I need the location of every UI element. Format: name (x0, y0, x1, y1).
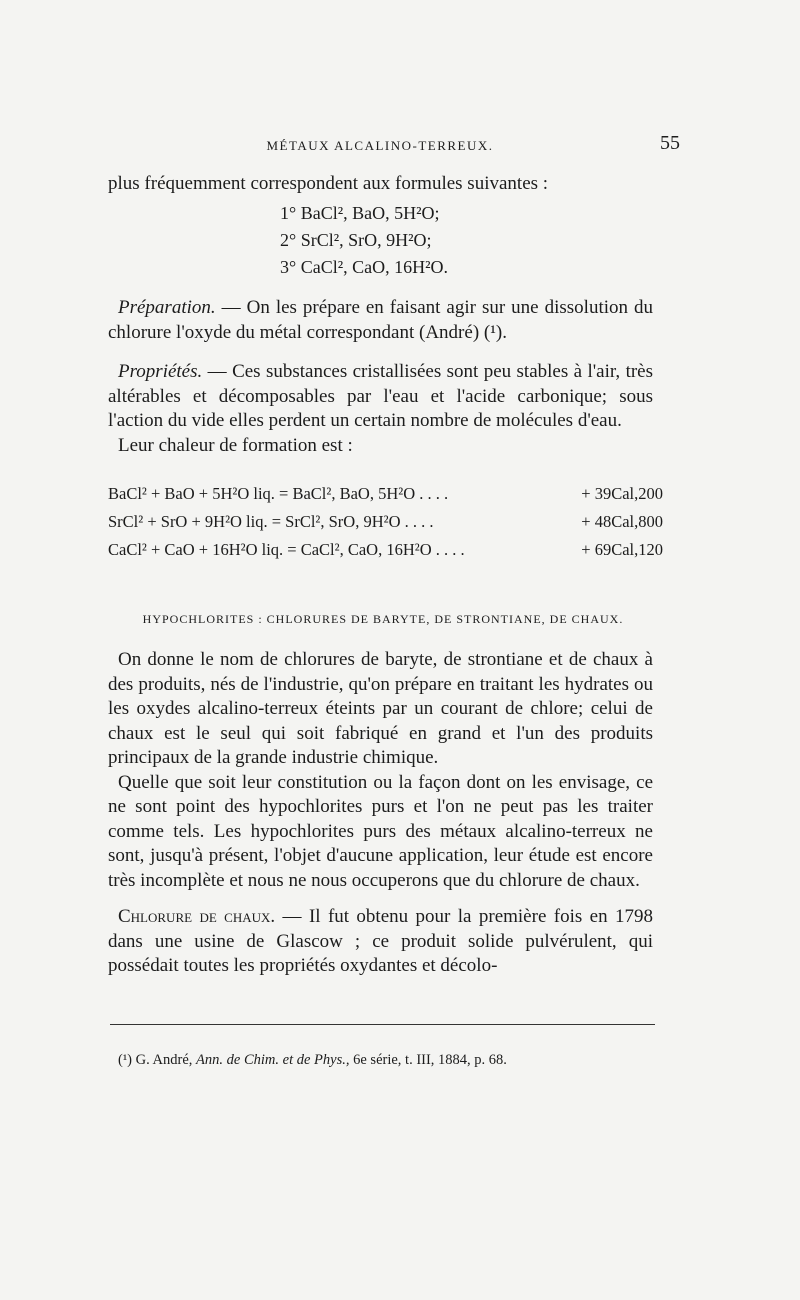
intro-text: plus fréquemment correspondent aux formules suivantes : (108, 173, 549, 194)
proprietes-text: — Ces substances cristallisées sont peu stables à l'air, très altérables et décomposables par l'eau et l'acide carbonique; sous l'action du vide elles perdent un certain nombre de molécules d'eau. (108, 361, 654, 431)
preparation-text: — On les prépare en faisant agir sur une dissolution du chlorure l'oxyde du métal correspondant (André) (¹). (108, 297, 653, 343)
equation-right: + 48Cal,800 (581, 512, 663, 531)
preparation-paragraph (108, 296, 653, 345)
footnote (118, 1052, 658, 1069)
running-head: MÉTAUX ALCALINO-TERREUX. (266, 138, 494, 153)
section-title: HYPOCHLORITES : CHLORURES DE BARYTE, DE STRONTIANE, DE CHAUX. (142, 612, 624, 626)
page-number: 55 (660, 132, 680, 154)
chlorure-label: Chlorure de chaux. (118, 906, 276, 927)
intro-line (108, 172, 653, 197)
formula-3: 3° CaCl², CaO, 16H²O. (280, 257, 448, 277)
equation-row (108, 480, 663, 508)
chaleur-intro: Leur chaleur de formation est : (118, 434, 353, 456)
formula-1: 1° BaCl², BaO, 5H²O; (280, 203, 440, 223)
footnote-divider (110, 1024, 655, 1025)
footnote-rest: 6e série, t. III, 1884, p. 68. (349, 1052, 507, 1068)
equation-row (108, 536, 663, 564)
equation-right: + 39Cal,200 (581, 484, 663, 503)
paragraph-1: On donne le nom de chlorures de baryte, de strontiane et de chaux à des produits, nés de l'industrie, qu'on prépare en traitant les hydrates ou les oxydes alcalino-terreux éteints par un courant de chlore; celui de chaux est le seul qui soit fabriqué en grand et l'un des produits principaux de la grande industrie chimique. (108, 649, 653, 768)
chlorure-text: — Il fut obtenu pour la première fois en 1798 dans une usine de Glascow ; ce produit solide pulvérulent, qui possédait toutes les propriétés oxydantes et décolo- (108, 906, 653, 976)
page-header (108, 132, 680, 158)
body-section (108, 648, 653, 979)
proprietes-label: Propriétés. (118, 361, 203, 382)
equation-left: CaCl² + CaO + 16H²O liq. = CaCl², CaO, 16H²O . . . . (108, 540, 465, 559)
formation-heat-table (108, 480, 663, 564)
equation-row (108, 508, 663, 536)
formula-2: 2° SrCl², SrO, 9H²O; (280, 230, 432, 250)
preparation-label: Préparation. (118, 297, 216, 318)
chlorure-paragraph (108, 905, 653, 979)
paragraph-2: Quelle que soit leur constitution ou la façon dont on les envisage, ce ne sont point des hypochlorites purs et l'on ne peut pas les traiter comme tels. Les hypochlorites purs des métaux alcalino-terreux ne sont, jusqu'à présent, l'objet d'aucune application, leur étude est encore très incomplète et nous ne nous occuperons que du chlorure de chaux. (108, 771, 653, 891)
equation-left: SrCl² + SrO + 9H²O liq. = SrCl², SrO, 9H²O . . . . (108, 512, 434, 531)
footnote-mark: (¹) G. André, (118, 1052, 197, 1068)
footnote-journal: Ann. de Chim. et de Phys., (196, 1052, 350, 1068)
proprietes-paragraph (108, 360, 653, 458)
equation-left: BaCl² + BaO + 5H²O liq. = BaCl², BaO, 5H²O . . . . (108, 484, 449, 503)
formula-list (280, 200, 448, 281)
equation-right: + 69Cal,120 (581, 540, 663, 559)
